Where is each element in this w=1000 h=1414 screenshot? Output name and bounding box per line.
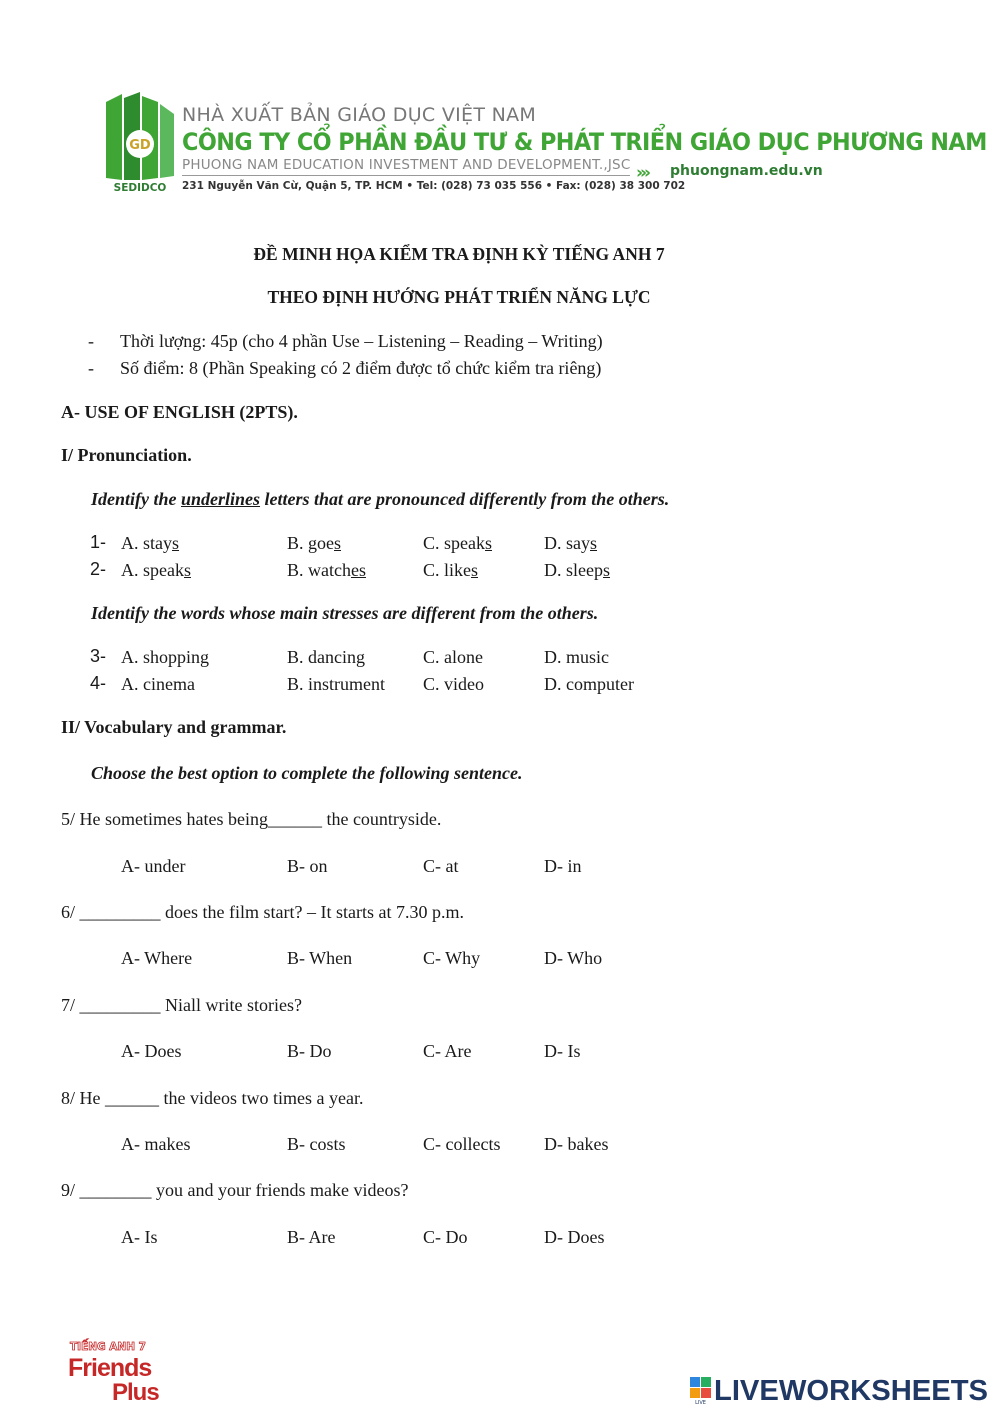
stress-instruction: Identify the words whose main stresses are different from the others. (91, 603, 599, 623)
option[interactable]: C. video (423, 674, 484, 694)
bullet-mark: - (88, 358, 94, 378)
option[interactable]: B. dancing (287, 647, 365, 667)
option[interactable]: A- Is (121, 1227, 158, 1247)
question-number: 2- (90, 559, 107, 579)
option[interactable]: B- costs (287, 1134, 346, 1154)
liveworksheets-logo (690, 1372, 990, 1406)
option[interactable]: A- under (121, 856, 186, 876)
pronunciation-heading: I/ Pronunciation. (61, 445, 192, 465)
question-text: 6/ _________ does the film start? – It starts at 7.30 p.m. (61, 902, 464, 922)
option[interactable]: C. speaks (423, 533, 493, 553)
option[interactable]: B- When (287, 948, 353, 968)
option[interactable]: D- Is (544, 1041, 581, 1061)
question-text: 7/ _________ Niall write stories? (61, 995, 302, 1015)
section-a-heading: A- USE OF ENGLISH (2PTS). (61, 402, 298, 422)
option[interactable]: D- bakes (544, 1134, 609, 1154)
company-address: 231 Nguyễn Văn Cừ, Quận 5, TP. HCM • Tel: (028) 73 035 556 • Fax: (028) 38 300 702 (182, 180, 686, 192)
option[interactable]: A- Where (121, 948, 193, 968)
option[interactable]: A- makes (121, 1134, 191, 1154)
pronunciation-instruction: Identify the underlines letters that are pronounced differently from the others. (91, 489, 670, 509)
option[interactable]: B. watches (287, 560, 366, 580)
option[interactable]: A- Does (121, 1041, 182, 1061)
option[interactable]: A. shopping (121, 647, 210, 667)
option[interactable]: D. says (544, 533, 598, 553)
company-name: CÔNG TY CỔ PHẦN ĐẦU TƯ & PHÁT TRIỂN GIÁO DỤC PHƯƠNG NAM (182, 128, 987, 156)
svg-text:Friends: Friends (68, 1354, 152, 1382)
company-website: phuongnam.edu.vn (670, 163, 823, 179)
vocabulary-instruction: Choose the best option to complete the following sentence. (91, 763, 523, 783)
publisher-name: NHÀ XUẤT BẢN GIÁO DỤC VIỆT NAM (182, 104, 537, 126)
option[interactable]: A. cinema (121, 674, 195, 694)
question-number: 4- (90, 673, 107, 693)
liveworksheets-badge-icon (690, 1377, 711, 1406)
svg-text:SEDIDCO: SEDIDCO (113, 182, 167, 192)
question-text: 5/ He sometimes hates being______ the countryside. (61, 809, 442, 829)
svg-text:LIVE: LIVE (695, 1400, 706, 1406)
exam-subtitle: THEO ĐỊNH HƯỚNG PHÁT TRIỂN NĂNG LỰC (267, 287, 651, 307)
option[interactable]: C- Why (423, 948, 481, 968)
question-text: 9/ ________ you and your friends make videos? (61, 1180, 409, 1200)
svg-text:TIẾNG ANH 7: TIẾNG ANH 7 (70, 1341, 146, 1353)
info-bullet (88, 358, 602, 379)
friends-plus-logo (68, 1338, 168, 1402)
option[interactable]: C. likes (423, 560, 479, 580)
svg-text:GD: GD (129, 138, 151, 153)
svg-text:LIVEWORKSHEETS: LIVEWORKSHEETS (714, 1375, 988, 1406)
company-name-en: PHUONG NAM EDUCATION INVESTMENT AND DEVELOPMENT.,JSC (182, 157, 631, 173)
duration-text: Thời lượng: 45p (cho 4 phần Use – Listening – Reading – Writing) (120, 331, 603, 351)
option[interactable]: A. speaks (121, 560, 191, 580)
chevrons-icon: ››› (636, 163, 649, 183)
option[interactable]: D- Who (544, 948, 603, 968)
option[interactable]: D. music (544, 647, 609, 667)
svg-text:Plus: Plus (112, 1379, 159, 1402)
option[interactable]: C. alone (423, 647, 483, 667)
option[interactable]: B- Do (287, 1041, 332, 1061)
option[interactable]: C- collects (423, 1134, 501, 1154)
option[interactable]: C- Do (423, 1227, 468, 1247)
question-number: 1- (90, 532, 107, 552)
vocabulary-heading: II/ Vocabulary and grammar. (61, 717, 287, 737)
option[interactable]: B. instrument (287, 674, 385, 694)
option[interactable]: D. computer (544, 674, 634, 694)
option[interactable]: C- at (423, 856, 459, 876)
option[interactable]: D- in (544, 856, 582, 876)
option[interactable]: D- Does (544, 1227, 605, 1247)
option[interactable]: B. goes (287, 533, 342, 553)
option[interactable]: B- Are (287, 1227, 336, 1247)
question-number: 3- (90, 646, 107, 666)
option[interactable]: C- Are (423, 1041, 472, 1061)
option[interactable]: B- on (287, 856, 328, 876)
option[interactable]: D. sleeps (544, 560, 610, 580)
info-bullet (88, 331, 603, 352)
question-text: 8/ He ______ the videos two times a year. (61, 1088, 364, 1108)
sedidco-logo (104, 92, 176, 192)
option[interactable]: A. stays (121, 533, 180, 553)
header-divider (182, 175, 630, 176)
bullet-mark: - (88, 331, 94, 351)
score-text: Số điểm: 8 (Phần Speaking có 2 điểm được tổ chức kiểm tra riêng) (120, 358, 602, 378)
exam-title: ĐỀ MINH HỌA KIỂM TRA ĐỊNH KỲ TIẾNG ANH 7 (253, 244, 665, 264)
